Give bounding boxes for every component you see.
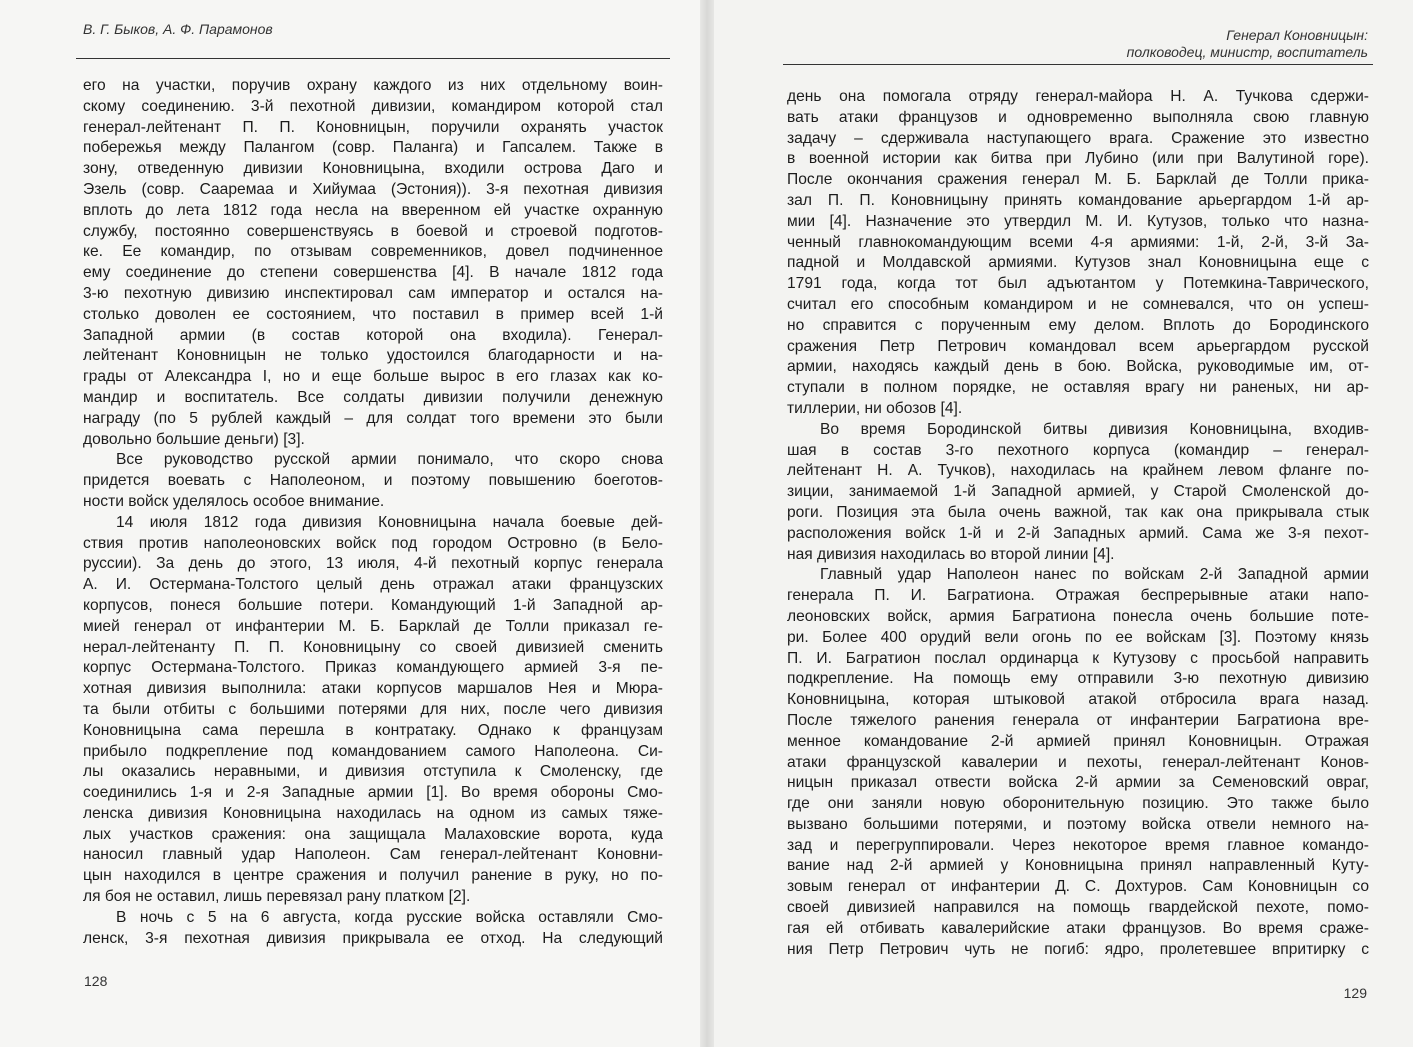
text-line: лых участков сражения: она защищала Малаховские ворота, куда — [83, 825, 663, 843]
text-line: Эзель (совр. Сааремаа и Хийумаа (Эстония)). 3-я пехотная дивизия — [83, 180, 663, 198]
text-line: тиллерии, ни обозов [4]. — [787, 399, 963, 417]
paragraph — [83, 76, 663, 450]
text-line: шая в состав 3-го пехотного корпуса (командир – генерал- — [787, 441, 1369, 459]
text-line: зад и перегруппировали. Через некоторое время главное командо- — [787, 836, 1369, 854]
text-line: придется воевать с Наполеоном, и поэтому повышению боеготов- — [83, 472, 663, 490]
text-line: ленска дивизия Коновницына находилась на одном из самых тяже- — [83, 804, 663, 822]
text-line: столько доволен ее состоянием, что поставил в пример всей 1-й — [83, 305, 663, 323]
book-gutter — [700, 0, 714, 1047]
text-line: роги. Позиция эта была очень важной, так как она прикрывала стык — [787, 503, 1369, 521]
text-line: зовым генерал от инфантерии Д. С. Дохтуров. Сам Коновницын со — [787, 878, 1369, 896]
header-rule — [783, 64, 1373, 65]
text-line: службу, постоянно совершенствуясь в боевой и строевой подготов- — [83, 222, 663, 240]
text-line: Главный удар Наполеон нанес по войскам 2-й Западной армии — [820, 566, 1369, 584]
text-line: мии [4]. Назначение это утвердил М. И. Кутузов, только что назна- — [787, 212, 1369, 230]
text-line: наносил главный удар Наполеон. Сам генерал-лейтенант Коновни- — [83, 846, 663, 864]
text-line: ченный главнокомандующим всеми 4-я армиями: 1-й, 2-й, 3-й За- — [787, 233, 1369, 251]
text-line: ности войск уделялось особое внимание. — [83, 492, 385, 510]
paragraph — [83, 908, 663, 950]
text-line: В ночь с 5 на 6 августа, когда русские войска оставляли Смо- — [116, 908, 663, 926]
text-line: скому соединению. 3-й пехотной дивизии, командиром которой стал — [83, 97, 663, 115]
text-line: ния Петр Петрович чуть не погиб: ядро, пролетевшее впритирку с — [787, 940, 1369, 958]
text-line: в военной истории как битва при Лубино (или при Валутиной горе). — [787, 150, 1369, 168]
left-page — [0, 0, 706, 1047]
text-line: своей дивизией направился на помощь гвардейской пехоте, помо- — [787, 899, 1369, 917]
text-line: Коновницына, которая штыковой атакой отбросила врага назад. — [787, 691, 1369, 709]
text-line: зону, отведенную дивизии Коновницына, входили острова Даго и — [83, 160, 663, 178]
paragraph — [83, 450, 663, 512]
text-line: ему соединение до степени совершенства [4]. В начале 1812 года — [83, 264, 663, 282]
text-line: где они заняли новую оборонительную позицию. Это также было — [787, 795, 1369, 813]
text-line: зиции, занимаемой 1-й Западной армией, у Старой Смоленской до- — [787, 483, 1369, 501]
page-number-left: 128 — [84, 973, 108, 989]
text-line: цын находился в центре сражения и получил ранение в руку, но по- — [83, 867, 663, 885]
text-line: П. И. Багратион послал ординарца к Кутузову с просьбой направить — [787, 649, 1369, 667]
text-line: его на участки, поручив охрану каждого из них отдельному воин- — [83, 77, 663, 94]
paragraph — [83, 513, 663, 908]
text-line: ступали в полном порядке, не оставляя врагу ни раненых, ни ар- — [787, 379, 1369, 397]
text-line: корпусов, понеся большие потери. Командующий 1-й Западной ар- — [83, 596, 663, 614]
text-line: мандир и воспитатель. Все солдаты дивизии получили денежную — [83, 388, 663, 406]
text-column-left — [83, 76, 663, 949]
text-line: вание над 2-й армией у Коновницына принял направленный Куту- — [787, 857, 1369, 875]
text-line: сражения Петр Петрович командовал всем арьергардом русской — [787, 337, 1369, 355]
text-line: нерал-лейтенанту П. П. Коновницыну со своей дивизией сменить — [83, 638, 663, 656]
text-line: ствия против наполеоновских войск под городом Островно (в Бело- — [83, 534, 663, 552]
running-head-line2: полководец, министр, воспитатель — [1126, 44, 1368, 60]
header-rule — [76, 58, 670, 59]
text-line: соединились 1-я и 2-я Западные армии [1]. Во время обороны Смо- — [83, 784, 663, 802]
text-line: ри. Более 400 орудий вели огонь по ее войскам [3]. Поэтому князь — [787, 628, 1369, 646]
text-line: но справится с порученным ему делом. Вплоть до Бородинского — [787, 316, 1369, 334]
text-line: Во время Бородинской битвы дивизия Коновницына, входив- — [820, 420, 1369, 438]
text-line: ленск, 3-я пехотная дивизия прикрывала ее отход. На следующий — [83, 929, 663, 947]
text-line: лейтенант Н. А. Тучков), находилась на крайнем левом фланге по- — [787, 462, 1369, 480]
text-line: падной и Молдавской армиями. Кутузов знал Коновницына еще с — [787, 254, 1369, 272]
text-line: вать атаки французов и одновременно выполняла свою главную — [787, 108, 1369, 126]
text-line: 3-ю пехотную дивизию инспектировал сам император и остался на- — [83, 284, 663, 302]
text-line: корпус Остермана-Толстого. Приказ командующего армией 3-я пе- — [83, 659, 663, 677]
text-line: После окончания сражения генерал М. Б. Барклай де Толли прика- — [787, 171, 1369, 189]
running-head-title — [1127, 27, 1368, 60]
page-number-right: 129 — [1343, 985, 1367, 1001]
text-line: лы оказались неравными, и дивизия отступила к Смоленску, где — [83, 763, 663, 781]
text-line: 1791 года, когда тот был адъютантом у Потемкина-Таврического, — [787, 275, 1369, 293]
text-line: леоновских войск, армия Багратиона понесла очень большие поте- — [787, 607, 1369, 625]
text-line: считал его способным командиром и не сомневался, что он успеш- — [787, 295, 1369, 313]
running-head-line1: Генерал Коновницын: — [1226, 27, 1368, 43]
text-line: побережья между Палангом (совр. Паланга) и Гапсалем. Также в — [83, 139, 663, 157]
text-line: день она помогала отряду генерал-майора Н. А. Тучкова сдержи- — [787, 88, 1369, 105]
paragraph — [787, 87, 1369, 420]
text-line: 14 июля 1812 года дивизия Коновницына начала боевые дей- — [116, 513, 663, 531]
text-line: вызвано большими потерями, и поэтому войска отвели немного на- — [787, 815, 1369, 833]
text-line: награду (по 5 рублей каждый – для солдат того времени это были — [83, 409, 663, 427]
text-line: подкрепление. На помощь ему отправили 3-ю пехотную дивизию — [787, 670, 1369, 688]
text-line: Все руководство русской армии понимало, что скоро снова — [116, 451, 663, 469]
paragraph — [787, 420, 1369, 566]
text-line: менное командование 2-й армией принял Коновницын. Отражая — [787, 732, 1369, 750]
text-line: довольно большие деньги) [3]. — [83, 430, 305, 448]
text-line: лейтенант Коновницын не только удостоился благодарности и на- — [83, 347, 663, 365]
text-line: прибыло подкрепление под командованием самого Наполеона. Си- — [83, 742, 663, 760]
text-line: гая ей отбивать кавалерийские атаки французов. Во время сраже- — [787, 919, 1369, 937]
text-line: хотная дивизия выполнила: атаки корпусов маршалов Нея и Мюра- — [83, 680, 663, 698]
running-head-authors: В. Г. Быков, А. Ф. Парамонов — [83, 21, 273, 37]
text-line: руссии). За день до этого, 13 июля, 4-й пехотный корпус генерала — [83, 555, 663, 573]
text-line: генерал-лейтенант П. П. Коновницын, поручили охранять участок — [83, 118, 663, 136]
text-line: генерала П. И. Багратиона. Отражая беспрерывные атаки напо- — [787, 587, 1369, 605]
text-line: ке. Ее командир, по отзывам современников, довел подчиненное — [83, 243, 663, 261]
text-line: ницын приказал отвести войска 2-й армии за Семеновский овраг, — [787, 774, 1369, 792]
text-line: вплоть до лета 1812 года несла на вверенном ей участке охранную — [83, 201, 663, 219]
text-line: расположения войск 1-й и 2-й Западных армий. Сама же 3-я пехот- — [787, 524, 1369, 542]
text-line: После тяжелого ранения генерала от инфантерии Багратиона вре- — [787, 711, 1369, 729]
text-line: зал П. П. Коновницыну принять командование арьергардом 1-й ар- — [787, 191, 1369, 209]
text-column-right — [787, 87, 1369, 960]
text-line: армии, находясь каждый день в бою. Войска, руководимые им, от- — [787, 358, 1369, 376]
text-line: та были отбиты с большими потерями для них, после чего дивизия — [83, 700, 663, 718]
text-line: атаки французской кавалерии и пехоты, генерал-лейтенант Конов- — [787, 753, 1369, 771]
text-line: А. И. Остермана-Толстого целый день отражал атаки французских — [83, 576, 663, 594]
text-line: ная дивизия находилась во второй линии [4]. — [787, 545, 1115, 563]
text-line: задачу – сдерживала наступающего врага. Сражение это известно — [787, 129, 1369, 147]
paragraph — [787, 565, 1369, 960]
text-line: грады от Александра I, но и еще больше вырос в его глазах как ко- — [83, 368, 663, 386]
right-page — [706, 0, 1413, 1047]
text-line: Коновницына сама перешла в контратаку. Однако к французам — [83, 721, 663, 739]
text-line: мией генерал от инфантерии М. Б. Барклай де Толли приказал ге- — [83, 617, 663, 635]
text-line: ля боя не оставил, лишь перевязал рану платком [2]. — [83, 888, 471, 906]
text-line: Западной армии (в состав которой она входила). Генерал- — [83, 326, 663, 344]
